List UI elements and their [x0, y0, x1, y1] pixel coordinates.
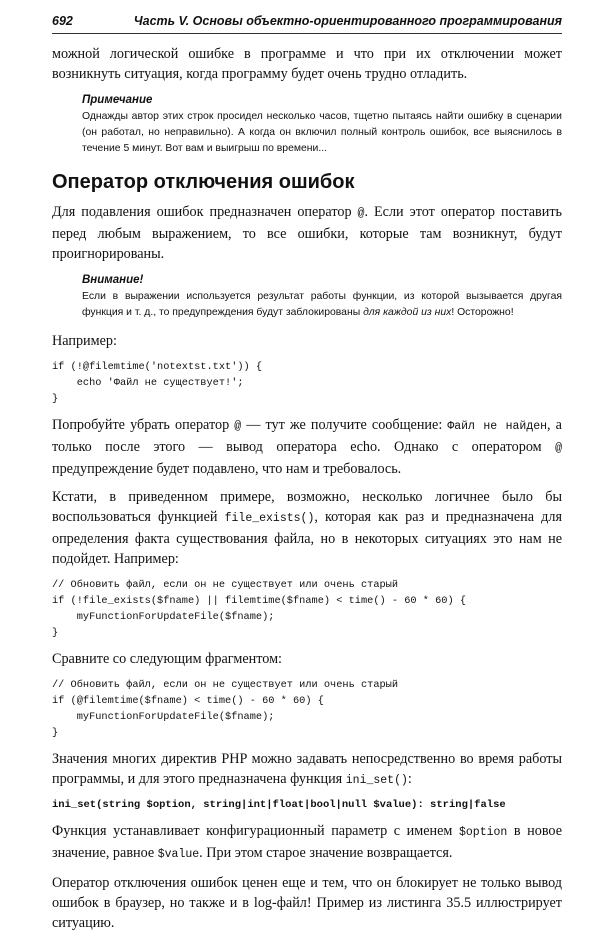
code-listing-2: // Обновить файл, если он не существует или очень старый if (!file_exists($fname) || filemtime($fname) < time() - 60 * 60) { myFunctionForUpdateFile($fname); } — [52, 579, 467, 639]
intro-paragraph: можной логической ошибке в программе и что при их отключении может возникнуть ситуация, когда программу будет очень трудно отладить. — [52, 46, 562, 82]
paragraph-ini-set: Значения многих директив PHP можно задавать непосредственно во время работы программы, и для этого предназначена функция ini_set(): — [52, 751, 562, 787]
code-listing-1: if (!@filemtime('notextst.txt')) { echo 'Файл не существует!'; } — [52, 361, 263, 405]
note-body: Однажды автор этих строк просидел несколько часов, тщетно пытаясь найти ошибку в сценарии (он работал, но неправильно). А когда он включил полный контроль ошибок, все выяснилось в течение 5 минут. Вот вам и выигрыш по времени... — [82, 111, 562, 154]
function-signature: ini_set(string $option, string|int|float|bool|null $value): string|false — [52, 799, 506, 811]
warning-body: Если в выражении используется результат работы функции, из которой вызывается другая функция и т. д., то предупреждения будут заблокированы для каждой из них! Осторожно! — [82, 291, 562, 318]
paragraph-remove-operator: Попробуйте убрать оператор @ — тут же получите сообщение: Файл не найден, а только после этого — вывод оператора echo. Однако с оператором @ предупреждение будет подавлено, что нам и требовалось. — [52, 417, 562, 477]
section-heading: Оператор отключения ошибок — [52, 171, 355, 193]
code-listing-3: // Обновить файл, если он не существует или очень старый if (@filemtime($fname) < time() - 60 * 60) { myFunctionForUpdateFile($fname); } — [52, 679, 399, 739]
paragraph-file-exists: Кстати, в приведенном примере, возможно, несколько логичнее было бы воспользоваться функцией file_exists(), которая как раз и предназначена для определения факта существования файла, но в некоторых ситуациях это нам не подойдет. Например: — [52, 489, 562, 567]
paragraph-example: Например: — [52, 333, 117, 349]
warning-box — [82, 272, 562, 321]
page-number: 692 — [52, 14, 73, 28]
paragraph-function-desc: Функция устанавливает конфигурационный параметр с именем $option в новое значение, равное $value. При этом старое значение возвращается. — [52, 823, 562, 861]
running-header — [52, 14, 562, 34]
part-title: Часть V. Основы объектно-ориентированного программирования — [133, 14, 562, 28]
note-box — [82, 92, 562, 157]
paragraph-compare: Сравните со следующим фрагментом: — [52, 651, 282, 667]
page-body — [52, 44, 562, 941]
paragraph-operator: Для подавления ошибок предназначен оператор @. Если этот оператор поставить перед любым выражением, то все ошибки, которые там возникнут, будут проигнорированы. — [52, 204, 562, 262]
note-title: Примечание — [82, 94, 153, 106]
warning-title: Внимание! — [82, 274, 144, 286]
paragraph-log-file: Оператор отключения ошибок ценен еще и тем, что он блокирует не только вывод ошибок в браузер, но также и в log-файл! Пример из листинга 35.5 иллюстрирует ситуацию. — [52, 875, 562, 931]
header-rule — [52, 33, 562, 34]
